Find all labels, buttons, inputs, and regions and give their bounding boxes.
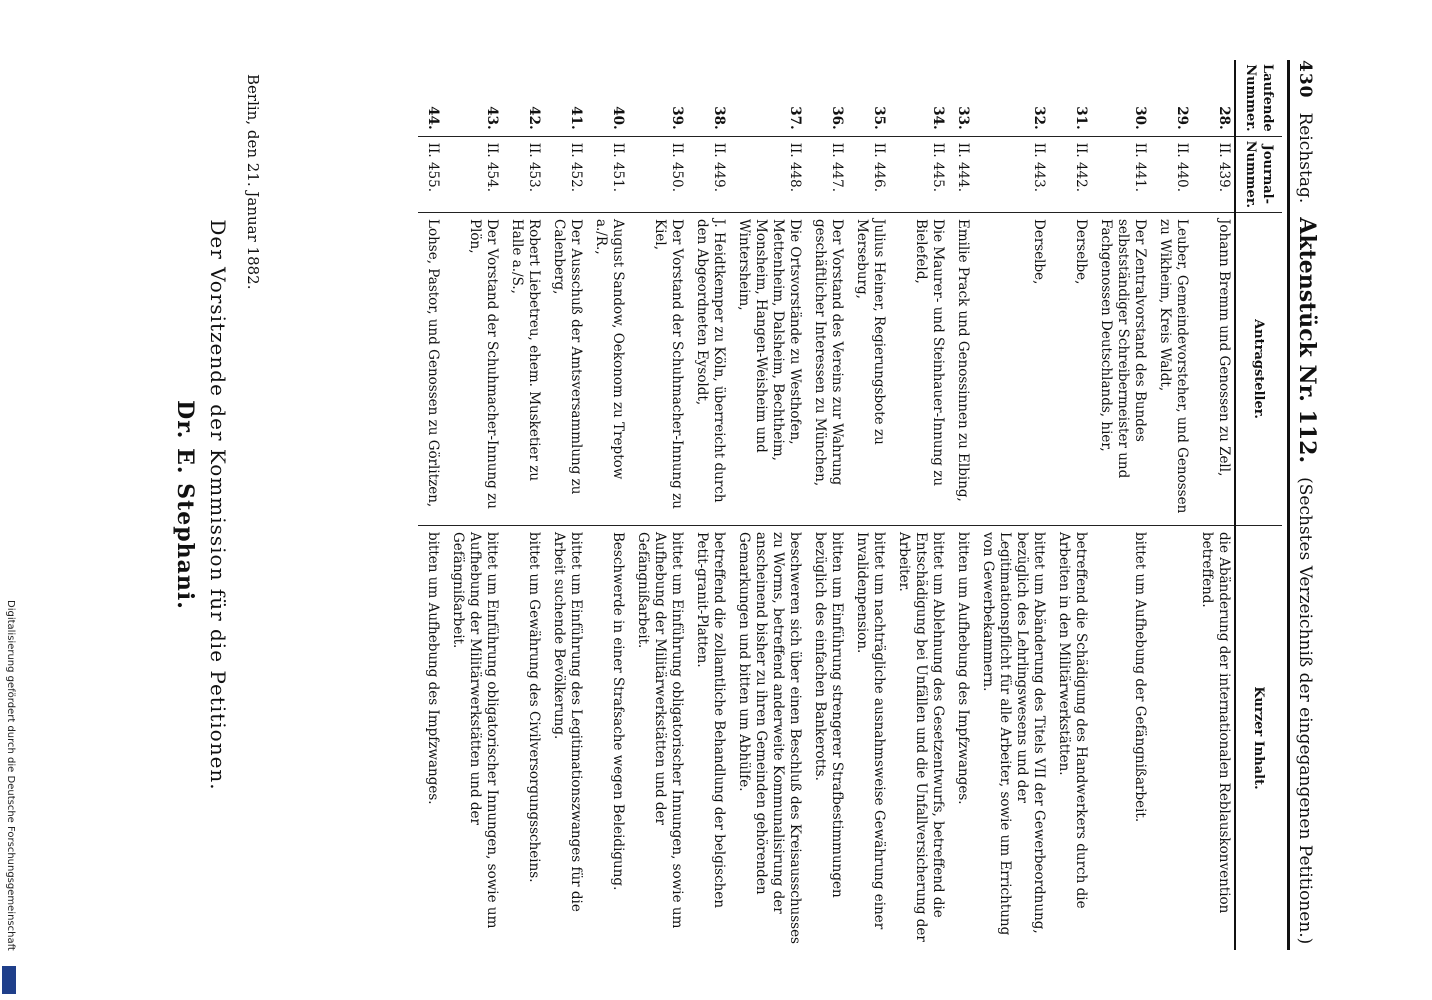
cell-lfd: 33. xyxy=(955,106,971,130)
cell-journal: II. 444. xyxy=(948,136,973,212)
table-row xyxy=(948,60,973,950)
cell-journal: II. 447. xyxy=(805,136,847,212)
cell-inhalt: die Abänderung der internationalen Reblauskonvention betreffend. xyxy=(1192,526,1235,951)
cell-journal: II. 448. xyxy=(729,136,805,212)
cell-inhalt: bittet um Aufhebung der Gefängnißarbeit. xyxy=(1091,526,1150,951)
cell-lfd: 31. xyxy=(1073,106,1089,130)
table-row xyxy=(687,60,729,950)
digitization-note-text: Digitalisierung gefördert durch die Deutsche Forschungsgemeinschaft xyxy=(5,600,16,951)
cell-antragsteller: Derselbe, xyxy=(973,213,1049,526)
page-number: 430 xyxy=(1295,60,1315,99)
cell-lfd: 28. xyxy=(1216,106,1232,130)
cell-journal: II. 450. xyxy=(628,136,687,212)
table-row xyxy=(1049,60,1091,950)
cell-journal: II. 439. xyxy=(1192,136,1235,212)
cell-antragsteller: Der Vorstand der Schuhmacher-Innung zu Plön, xyxy=(443,213,502,526)
cell-inhalt: betreffend die Schädigung des Handwerkers durch die Arbeiten in den Militärwerkstätten. xyxy=(1049,526,1091,951)
cell-journal: II. 451. xyxy=(586,136,628,212)
table-row xyxy=(586,60,628,950)
cell-antragsteller: Der Vorstand des Vereins zur Wahrung geschäftlicher Interessen zu München, xyxy=(805,213,847,526)
cell-inhalt: bittet um Gewährung des Civilversorgungsscheins. xyxy=(502,526,544,951)
table-row xyxy=(847,60,889,950)
header-rule xyxy=(1287,60,1290,950)
cell-lfd: 29. xyxy=(1174,106,1190,130)
cell-journal: II. 442. xyxy=(1049,136,1091,212)
petitions-table xyxy=(418,60,1282,950)
table-row xyxy=(628,60,687,950)
table-row xyxy=(1192,60,1235,950)
cell-journal: II. 441. xyxy=(1091,136,1150,212)
cell-inhalt: bitten um Aufhebung des Impfzwanges. xyxy=(948,526,973,951)
cell-antragsteller: Der Zentralvorstand des Bundes selbstständiger Schreibermeister und Fachgenossen Deutschlands, hier, xyxy=(1091,213,1150,526)
cell-antragsteller: Julius Heiner, Regierungsbote zu Merseburg, xyxy=(847,213,889,526)
table-row xyxy=(418,60,443,950)
cell-antragsteller: August Sandow, Oekonom zu Treptow a./R., xyxy=(586,213,628,526)
cell-journal: II. 446. xyxy=(847,136,889,212)
cell-journal: II. 440. xyxy=(1150,136,1192,212)
running-head-right: (Sechstes Verzeichniß der eingegangenen Petitionen.) xyxy=(1295,477,1315,945)
digitization-note xyxy=(4,600,18,980)
cell-inhalt: bittet um Einführung obligatorischer Innungen, sowie um Aufhebung der Militärwerkstätten und der Gefängnißarbeit. xyxy=(443,526,502,951)
table-row xyxy=(729,60,805,950)
cell-journal: II. 449. xyxy=(687,136,729,212)
cell-inhalt xyxy=(1150,526,1192,951)
cell-lfd: 42. xyxy=(526,106,542,130)
header-inhalt: Kurzer Inhalt. xyxy=(1235,526,1282,951)
signature-date: Berlin, den 21. Januar 1882. xyxy=(244,74,262,290)
header-lfd: Laufende Nummer. xyxy=(1235,60,1282,136)
cell-lfd: 36. xyxy=(829,106,845,130)
cell-lfd: 32. xyxy=(1031,106,1047,130)
table-row xyxy=(973,60,1049,950)
table-row xyxy=(443,60,502,950)
cell-inhalt: betreffend die zollamtliche Behandlung der belgischen Petit-granit-Platten. xyxy=(687,526,729,951)
cell-lfd: 39. xyxy=(669,106,685,130)
header-journal: Journal-Nummer. xyxy=(1235,136,1282,212)
header-antragsteller: Antragsteller. xyxy=(1235,213,1282,526)
cell-antragsteller: Die Ortsvorstände zu Westhofen, Mettenheim, Dalsheim, Bechtheim, Monsheim, Hangen-Weisheim und Wintersheim, xyxy=(729,213,805,526)
cell-lfd: 43. xyxy=(484,106,500,130)
cell-antragsteller: Emilie Prack und Genossinnen zu Elbing, xyxy=(948,213,973,526)
cell-antragsteller: Robert Liebetreu, ehem. Musketier zu Halle a./S., xyxy=(502,213,544,526)
cell-antragsteller: Die Maurer- und Steinhauer-Innung zu Bielefeld, xyxy=(889,213,948,526)
cell-lfd: 38. xyxy=(711,106,727,130)
dfg-logo xyxy=(2,966,16,994)
cell-lfd: 35. xyxy=(871,106,887,130)
cell-journal: II. 445. xyxy=(889,136,948,212)
running-head-left: Reichstag. xyxy=(1295,112,1315,204)
table-row xyxy=(502,60,544,950)
cell-journal: II. 443. xyxy=(973,136,1049,212)
running-head xyxy=(1294,60,1320,950)
cell-journal: II. 452. xyxy=(544,136,586,212)
table-body xyxy=(418,60,1235,950)
cell-lfd: 30. xyxy=(1132,106,1148,130)
table-row xyxy=(544,60,586,950)
cell-inhalt: bittet um nachträgliche ausnahmsweise Gewährung einer Invalidenpension. xyxy=(847,526,889,951)
cell-lfd: 40. xyxy=(610,106,626,130)
cell-inhalt: bittet um Ablehnung des Gesetzentwurfs, betreffend die Entschädigung bei Unfällen und die Unfallversicherung der Arbeiter. xyxy=(889,526,948,951)
signature-chair: Der Vorsitzende der Kommission für die Petitionen. xyxy=(206,219,230,791)
cell-journal: II. 453. xyxy=(502,136,544,212)
signature-name: Dr. E. Stephani. xyxy=(172,400,198,610)
cell-lfd: 41. xyxy=(568,106,584,130)
cell-antragsteller: Johann Bremm und Genossen zu Zell, xyxy=(1192,213,1235,526)
cell-antragsteller: Lohse, Pastor, und Genossen zu Görlitzen, xyxy=(418,213,443,526)
cell-inhalt: bittet um Einführung obligatorischer Innungen, sowie um Aufhebung der Militärwerkstätten und der Gefängnißarbeit. xyxy=(628,526,687,951)
cell-lfd: 34. xyxy=(930,106,946,130)
cell-inhalt: Beschwerde in einer Strafsache wegen Beleidigung. xyxy=(586,526,628,951)
table-row xyxy=(1091,60,1150,950)
cell-journal: II. 454. xyxy=(443,136,502,212)
cell-lfd: 37. xyxy=(787,106,803,130)
cell-antragsteller: Leuber, Gemeindevorsteher, und Genossen zu Wikheim, Kreis Waldt, xyxy=(1150,213,1192,526)
document-number: Aktenstück Nr. 112. xyxy=(1294,217,1320,464)
cell-antragsteller: Derselbe, xyxy=(1049,213,1091,526)
cell-journal: II. 455. xyxy=(418,136,443,212)
cell-inhalt: beschweren sich über einen Beschluß des Kreisausschusses zu Worms, betreffend anderweite Kommunalisirung der anscheinend bisher zu ihren Gemeinden gehörenden Gemarkungen und bitten um Abhülfe. xyxy=(729,526,805,951)
cell-antragsteller: Der Ausschuß der Amtsversammlung zu Calenberg, xyxy=(544,213,586,526)
table-row xyxy=(805,60,847,950)
table-header-row xyxy=(1235,60,1282,950)
cell-inhalt: bittet um Abänderung des Titels VII der Gewerbeordnung, bezüglich des Lehrlingswesens und der Legitimationspflicht für alle Arbeiter, sowie um Errichtung von Gewerbekammern. xyxy=(973,526,1049,951)
cell-inhalt: bittet um Einführung des Legitimationszwanges für die Arbeit suchende Bevölkerung. xyxy=(544,526,586,951)
table-row xyxy=(1150,60,1192,950)
signature-block xyxy=(172,60,262,950)
cell-antragsteller: J. Heidtkemper zu Köln, überreicht durch den Abgeordneten Eysoldt, xyxy=(687,213,729,526)
cell-inhalt: bitten um Einführung strengerer Strafbestimmungen bezüglich des einfachen Bankerotts. xyxy=(805,526,847,951)
cell-antragsteller: Der Vorstand der Schuhmacher-Innung zu Kiel, xyxy=(628,213,687,526)
cell-inhalt: bitten um Aufhebung des Impfzwanges. xyxy=(418,526,443,951)
cell-lfd: 44. xyxy=(425,106,441,130)
table-row xyxy=(889,60,948,950)
